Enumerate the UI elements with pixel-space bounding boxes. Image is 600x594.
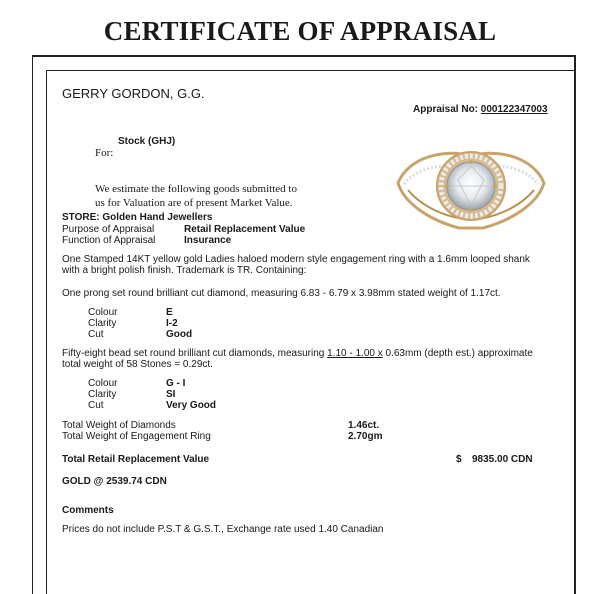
frame-border-left-inner — [46, 70, 47, 594]
total-diamonds-label: Total Weight of Diamonds — [62, 420, 176, 431]
frame-border-top — [32, 55, 576, 57]
frame-border-right — [574, 55, 576, 594]
center-colour-label: Colour — [88, 307, 118, 318]
certificate-title: CERTIFICATE OF APPRAISAL — [103, 16, 497, 46]
side-cut-value: Very Good — [166, 400, 217, 411]
frame-border-top-inner — [46, 70, 574, 71]
gold-price: GOLD @ 2539.74 CDN — [62, 476, 167, 487]
side-stones-measure: 1.10 - 1.00 x — [327, 348, 383, 359]
center-cut-label: Cut — [88, 329, 104, 340]
center-cut-value: Good — [166, 329, 193, 340]
side-cut-label: Cut — [88, 400, 104, 411]
side-stones-line-1 — [62, 348, 533, 359]
side-stones-line-2: total weight of 58 Stones = 0.29ct. — [62, 359, 213, 370]
side-colour-value: G - I — [166, 378, 186, 389]
center-colour-value: E — [166, 307, 173, 318]
retail-value-amount: 9835.00 CDN — [472, 454, 533, 465]
center-stone-description: One prong set round brilliant cut diamond, measuring 6.83 - 6.79 x 3.98mm stated weight of 1.17ct. — [62, 288, 501, 299]
function-label: Function of Appraisal — [62, 235, 156, 246]
side-clarity-value: SI — [166, 389, 176, 400]
ring-photo — [388, 128, 554, 246]
total-diamonds-value: 1.46ct. — [348, 420, 380, 431]
appraiser-name: GERRY GORDON, G.G. — [62, 86, 205, 101]
appraisal-number-value: 000122347003 — [480, 104, 548, 115]
side-clarity-label: Clarity — [88, 389, 117, 400]
side-stones-pre: Fifty-eight bead set round brilliant cut diamonds, measuring — [62, 348, 328, 359]
retail-value-label: Total Retail Replacement Value — [62, 454, 210, 465]
center-clarity-value: I-2 — [166, 318, 178, 329]
retail-value-currency: $ — [456, 454, 462, 465]
frame-border-left-outer — [32, 55, 33, 594]
comments-text: Prices do not include P.S.T & G.S.T., Exchange rate used 1.40 Canadian — [62, 524, 384, 535]
comments-heading: Comments — [62, 505, 114, 516]
center-clarity-label: Clarity — [88, 318, 117, 329]
side-stones-post: 0.63mm (depth est.) approximate — [382, 348, 533, 359]
for-label: For: — [95, 147, 114, 159]
for-value: Stock (GHJ) — [118, 136, 176, 147]
total-ring-label: Total Weight of Engagement Ring — [62, 431, 211, 442]
purpose-label: Purpose of Appraisal — [62, 224, 155, 235]
appraisal-number — [413, 104, 548, 115]
description-line-2: with a bright polish finish. Trademark is TR. Containing: — [62, 265, 307, 276]
purpose-value: Retail Replacement Value — [184, 224, 306, 235]
total-ring-value: 2.70gm — [348, 431, 383, 442]
store-name: STORE: Golden Hand Jewellers — [62, 212, 213, 223]
description-line-1: One Stamped 14KT yellow gold Ladies haloed modern style engagement ring with a 1.6mm looped shank — [62, 254, 530, 265]
intro-line-1: We estimate the following goods submitted to — [95, 183, 297, 195]
side-colour-label: Colour — [88, 378, 118, 389]
function-value: Insurance — [184, 235, 232, 246]
appraisal-number-label: Appraisal No: — [413, 104, 479, 115]
intro-line-2: us for Valuation are of present Market Value. — [95, 197, 293, 209]
